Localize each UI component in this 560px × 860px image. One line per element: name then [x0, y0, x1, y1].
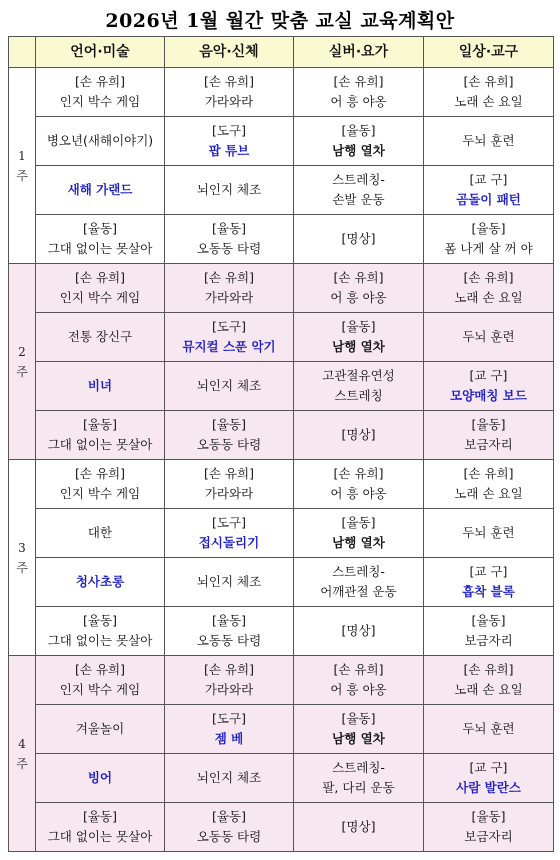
header-language-art: 언어·미술 [36, 37, 165, 68]
activity-category: [교 구] [469, 172, 508, 187]
activity-name: 사람 발란스 [456, 780, 521, 795]
page-title: 2026년 1월 월간 맞춤 교실 교육계획안 [105, 10, 455, 32]
activity-name: 남행 열차 [332, 339, 385, 354]
week-label-text: 2 [18, 344, 26, 359]
activity-cell [36, 656, 165, 705]
activity-cell [36, 362, 165, 411]
activity-name: 오동동 타령 [196, 829, 262, 844]
activity-cell [424, 656, 554, 705]
table-row [9, 558, 554, 607]
activity-category: 스트레칭- [332, 760, 385, 775]
week-label-cell [9, 460, 36, 656]
activity-cell [424, 68, 554, 117]
activity-category: [율동] [83, 221, 117, 236]
activity-category: [손 유희] [204, 466, 254, 481]
table-row [9, 803, 554, 852]
activity-cell [294, 411, 424, 460]
activity-name: [명상] [341, 427, 376, 442]
activity-name: 새해 가랜드 [67, 182, 133, 197]
week-label-text: 4 [18, 736, 26, 751]
activity-cell [294, 68, 424, 117]
activity-cell [424, 313, 554, 362]
activity-name: 그대 없이는 못살아 [47, 829, 153, 844]
activity-name: 노래 손 요일 [454, 486, 523, 501]
activity-cell [36, 803, 165, 852]
activity-name: 어 흥 야옹 [330, 486, 387, 501]
header-silver-yoga: 실버·요가 [294, 37, 424, 68]
activity-cell [294, 460, 424, 509]
activity-cell [424, 705, 554, 754]
activity-cell [165, 460, 294, 509]
activity-cell [36, 117, 165, 166]
activity-name: [명상] [341, 819, 376, 834]
table-row [9, 705, 554, 754]
activity-name: 가라와라 [204, 94, 254, 109]
activity-name: 흡착 블록 [462, 584, 515, 599]
week-label-cell [9, 68, 36, 264]
table-row [9, 362, 554, 411]
activity-name: 겨울놀이 [75, 721, 125, 736]
activity-name: 오동동 타령 [196, 633, 262, 648]
activity-name: 뮤지컬 스푼 악기 [182, 339, 276, 354]
activity-category: [손 유희] [75, 466, 125, 481]
activity-category: [도구] [212, 711, 246, 726]
activity-name: 남행 열차 [332, 143, 385, 158]
activity-category: [손 유희] [75, 662, 125, 677]
activity-cell [165, 754, 294, 803]
activity-cell [424, 264, 554, 313]
activity-category: [율동] [212, 613, 246, 628]
activity-name: 두뇌 훈련 [462, 525, 515, 540]
activity-category: [율동] [471, 613, 506, 628]
activity-cell [165, 705, 294, 754]
activity-name: 노래 손 요일 [454, 94, 523, 109]
activity-cell [424, 166, 554, 215]
activity-cell [165, 264, 294, 313]
activity-cell [294, 607, 424, 656]
activity-name: 스트레칭 [334, 388, 383, 403]
activity-category: [율동] [212, 809, 246, 824]
activity-cell [36, 754, 165, 803]
table-row [9, 656, 554, 705]
header-corner [9, 37, 36, 68]
activity-cell [294, 705, 424, 754]
activity-cell [424, 607, 554, 656]
activity-name: 보금자리 [464, 633, 513, 648]
activity-category: [교 구] [469, 564, 508, 579]
activity-cell [424, 411, 554, 460]
activity-category: [율동] [341, 515, 376, 530]
activity-cell [294, 264, 424, 313]
week-label-text: 주 [16, 168, 28, 183]
activity-name: 뇌인지 체조 [196, 182, 262, 197]
activity-category: [손 유희] [204, 270, 254, 285]
activity-category: [율동] [471, 221, 506, 236]
activity-name: 폼 나게 살 꺼 야 [444, 241, 533, 256]
activity-category: [손 유희] [463, 270, 514, 285]
activity-cell [36, 607, 165, 656]
activity-cell [294, 754, 424, 803]
activity-name: 남행 열차 [332, 731, 385, 746]
activity-category: [도구] [212, 123, 246, 138]
week-label-cell [9, 264, 36, 460]
activity-cell [36, 460, 165, 509]
activity-name: 어 흥 야옹 [330, 682, 387, 697]
activity-name: 두뇌 훈련 [462, 133, 515, 148]
activity-name: 어깨관절 운동 [320, 584, 397, 599]
activity-name: 오동동 타령 [196, 241, 262, 256]
header-music-body: 음악·신체 [165, 37, 294, 68]
activity-cell [294, 656, 424, 705]
lesson-plan-table [8, 36, 554, 852]
activity-cell [165, 558, 294, 607]
activity-cell [294, 313, 424, 362]
header-daily-teaching-aids: 일상·교구 [424, 37, 554, 68]
week-label-text: 주 [16, 364, 28, 379]
table-row [9, 166, 554, 215]
activity-category: [도구] [212, 319, 246, 334]
activity-category: 고관절유연성 [322, 368, 395, 383]
table-row [9, 313, 554, 362]
activity-name: 손발 운동 [332, 192, 385, 207]
activity-cell [424, 117, 554, 166]
activity-cell [36, 264, 165, 313]
activity-category: [손 유희] [75, 270, 125, 285]
activity-name: 청사초롱 [75, 574, 125, 589]
table-row [9, 68, 554, 117]
activity-name: 보금자리 [464, 437, 513, 452]
activity-category: [율동] [212, 221, 246, 236]
activity-category: [손 유희] [75, 74, 125, 89]
activity-category: [손 유희] [463, 662, 514, 677]
table-row [9, 460, 554, 509]
activity-category: [교 구] [469, 368, 508, 383]
activity-cell [294, 166, 424, 215]
activity-cell [294, 362, 424, 411]
activity-category: 스트레칭- [332, 172, 385, 187]
activity-name: 대한 [87, 525, 113, 540]
activity-category: [율동] [83, 809, 117, 824]
activity-name: 인지 박수 게임 [59, 682, 141, 697]
activity-name: 뇌인지 체조 [196, 574, 262, 589]
activity-name: 병오년(새해이야기) [46, 133, 154, 148]
activity-cell [165, 656, 294, 705]
table-row [9, 607, 554, 656]
week-label-text: 주 [16, 756, 28, 771]
table-row [9, 215, 554, 264]
activity-cell [424, 215, 554, 264]
activity-name: 접시돌리기 [198, 535, 260, 550]
activity-name: 비녀 [87, 378, 113, 393]
activity-name: 오동동 타령 [196, 437, 262, 452]
activity-name: 인지 박수 게임 [59, 486, 141, 501]
activity-cell [36, 558, 165, 607]
activity-category: [율동] [83, 613, 117, 628]
table-row [9, 117, 554, 166]
activity-name: 전통 장신구 [67, 329, 133, 344]
activity-category: [손 유희] [333, 466, 384, 481]
activity-name: [명상] [341, 623, 376, 638]
activity-cell [165, 215, 294, 264]
table-row [9, 754, 554, 803]
activity-category: [손 유희] [333, 270, 384, 285]
activity-cell [36, 411, 165, 460]
activity-cell [165, 166, 294, 215]
week-label-cell [9, 656, 36, 852]
table-body [9, 68, 554, 852]
activity-name: 어 흥 야옹 [330, 94, 387, 109]
activity-category: [교 구] [469, 760, 508, 775]
activity-cell [424, 509, 554, 558]
activity-name: 팔, 다리 운동 [322, 780, 395, 795]
activity-cell [165, 313, 294, 362]
activity-category: [도구] [212, 515, 246, 530]
activity-cell [165, 509, 294, 558]
activity-name: [명상] [341, 231, 376, 246]
activity-name: 가라와라 [204, 290, 254, 305]
table-row [9, 411, 554, 460]
activity-category: [손 유희] [333, 74, 384, 89]
activity-name: 젬 베 [214, 731, 244, 746]
activity-name: 노래 손 요일 [454, 682, 523, 697]
week-label-text: 주 [16, 560, 28, 575]
activity-cell [165, 411, 294, 460]
activity-cell [36, 215, 165, 264]
activity-cell [294, 558, 424, 607]
activity-category: [율동] [83, 417, 117, 432]
activity-name: 그대 없이는 못살아 [47, 633, 153, 648]
table-row [9, 509, 554, 558]
activity-name: 인지 박수 게임 [59, 94, 141, 109]
activity-cell [165, 362, 294, 411]
activity-name: 모양매칭 보드 [450, 388, 527, 403]
activity-cell [36, 313, 165, 362]
activity-cell [424, 754, 554, 803]
activity-name: 노래 손 요일 [454, 290, 523, 305]
activity-category: [율동] [212, 417, 246, 432]
activity-category: [율동] [341, 711, 376, 726]
activity-name: 뇌인지 체조 [196, 378, 262, 393]
activity-name: 곰돌이 패턴 [456, 192, 521, 207]
activity-name: 어 흥 야옹 [330, 290, 387, 305]
activity-cell [165, 68, 294, 117]
week-label-text: 1 [18, 148, 26, 163]
activity-cell [36, 166, 165, 215]
activity-cell [424, 558, 554, 607]
activity-name: 그대 없이는 못살아 [47, 437, 153, 452]
activity-category: [율동] [341, 319, 376, 334]
activity-cell [36, 509, 165, 558]
activity-cell [294, 215, 424, 264]
activity-cell [424, 362, 554, 411]
activity-cell [294, 803, 424, 852]
activity-name: 두뇌 훈련 [462, 721, 515, 736]
activity-name: 인지 박수 게임 [59, 290, 141, 305]
activity-category: [율동] [471, 809, 506, 824]
activity-category: [손 유희] [204, 662, 254, 677]
activity-name: 가라와라 [204, 486, 254, 501]
activity-name: 두뇌 훈련 [462, 329, 515, 344]
activity-name: 팝 튜브 [208, 143, 250, 158]
activity-name: 남행 열차 [332, 535, 385, 550]
activity-category: [율동] [471, 417, 506, 432]
activity-category: [율동] [341, 123, 376, 138]
activity-cell [165, 803, 294, 852]
header-row [9, 37, 554, 68]
activity-cell [165, 607, 294, 656]
activity-cell [424, 803, 554, 852]
activity-name: 빙어 [87, 770, 113, 785]
activity-cell [424, 460, 554, 509]
activity-category: [손 유희] [204, 74, 254, 89]
activity-name: 보금자리 [464, 829, 513, 844]
activity-cell [36, 68, 165, 117]
activity-name: 가라와라 [204, 682, 254, 697]
activity-name: 뇌인지 체조 [196, 770, 262, 785]
activity-category: 스트레칭- [332, 564, 385, 579]
activity-cell [294, 117, 424, 166]
activity-name: 그대 없이는 못살아 [47, 241, 153, 256]
activity-cell [165, 117, 294, 166]
table-row [9, 264, 554, 313]
week-label-text: 3 [18, 540, 26, 555]
activity-category: [손 유희] [463, 74, 514, 89]
activity-cell [294, 509, 424, 558]
activity-cell [36, 705, 165, 754]
activity-category: [손 유희] [463, 466, 514, 481]
activity-category: [손 유희] [333, 662, 384, 677]
